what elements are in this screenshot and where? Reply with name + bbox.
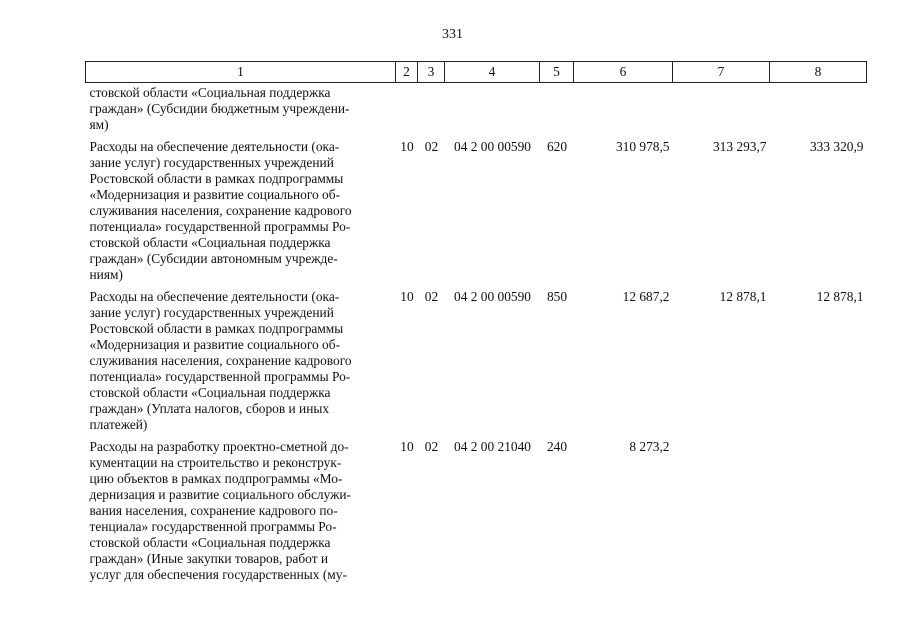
table-row	[86, 289, 867, 439]
cell-amount-col6: 12 687,2	[622, 289, 670, 304]
cell-section: 10	[400, 439, 414, 454]
table-row	[86, 439, 867, 589]
column-header-5: 5	[540, 62, 574, 83]
description-line: «Модернизация и развитие социального об-	[89, 187, 341, 202]
description-line: стовской области «Социальная поддержка	[89, 535, 331, 550]
row-description	[86, 439, 396, 589]
cell-expense-type	[540, 83, 574, 140]
description-line: «Модернизация и развитие социального об-	[89, 337, 341, 352]
cell-target-article: 04 2 00 00590	[454, 289, 531, 304]
cell-section	[396, 83, 418, 140]
row-description	[86, 289, 396, 439]
cell-expense-type: 620	[546, 139, 568, 154]
cell-subsection: 02	[424, 289, 439, 304]
column-header-3: 3	[418, 62, 445, 83]
column-header-8: 8	[770, 62, 867, 83]
cell-subsection: 02	[424, 139, 439, 154]
cell-amount-col8: 12 878,1	[816, 289, 864, 304]
cell-target-article: 04 2 00 00590	[454, 139, 531, 154]
description-line: цию объектов в рамках подпрограммы «Мо-	[89, 471, 343, 486]
description-line: ниям)	[89, 267, 123, 282]
table-row	[86, 139, 867, 289]
cell-target-article: 04 2 00 21040	[454, 439, 531, 454]
cell-subsection: 02	[424, 439, 439, 454]
description-line: граждан» (Субсидии бюджетным учреждени-	[89, 101, 350, 116]
column-header-1: 1	[86, 62, 396, 83]
description-line: Расходы на разработку проектно-сметной до-	[89, 439, 349, 454]
description-line: зание услуг) государственных учреждений	[89, 305, 334, 320]
description-line: потенциала» государственной программы Ро-	[89, 219, 351, 234]
column-header-2: 2	[396, 62, 418, 83]
cell-amount-col7: 12 878,1	[719, 289, 767, 304]
row-description	[86, 83, 396, 140]
column-header-7: 7	[673, 62, 770, 83]
description-line: стовской области «Социальная поддержка	[89, 235, 331, 250]
description-line: служивания населения, сохранение кадрового	[89, 203, 352, 218]
description-line: платежей)	[89, 417, 148, 432]
budget-table	[85, 61, 867, 589]
column-header-4: 4	[445, 62, 540, 83]
description-line: вания населения, сохранение кадрового по-	[89, 503, 338, 518]
description-line: граждан» (Иные закупки товаров, работ и	[89, 551, 329, 566]
description-line: Расходы на обеспечение деятельности (ока-	[89, 289, 340, 304]
cell-amount-col6	[574, 83, 673, 140]
table-row	[86, 83, 867, 140]
page-number: 331	[442, 27, 463, 42]
description-line: дернизация и развитие социального обслужи-	[89, 487, 352, 502]
column-header-6: 6	[574, 62, 673, 83]
header-row	[86, 62, 867, 83]
description-line: ям)	[89, 117, 109, 132]
row-description	[86, 139, 396, 289]
description-line: граждан» (Субсидии автономным учрежде-	[89, 251, 338, 266]
description-line: тенциала» государственной программы Ро-	[89, 519, 337, 534]
description-line: Ростовской области в рамках подпрограммы	[89, 171, 344, 186]
description-line: потенциала» государственной программы Ро-	[89, 369, 351, 384]
cell-amount-col6: 310 978,5	[615, 139, 670, 154]
cell-amount-col8: 333 320,9	[809, 139, 864, 154]
cell-subsection	[418, 83, 445, 140]
cell-target-article	[445, 83, 540, 140]
cell-amount-col6: 8 273,2	[629, 439, 670, 454]
description-line: служивания населения, сохранение кадрового	[89, 353, 352, 368]
cell-amount-col8	[770, 83, 867, 140]
description-line: зание услуг) государственных учреждений	[89, 155, 334, 170]
description-line: стовской области «Социальная поддержка	[89, 85, 331, 100]
cell-expense-type: 850	[546, 289, 568, 304]
description-line: кументации на строительство и реконструк-	[89, 455, 342, 470]
cell-section: 10	[400, 289, 414, 304]
description-line: Расходы на обеспечение деятельности (ока-	[89, 139, 340, 154]
description-line: Ростовской области в рамках подпрограммы	[89, 321, 344, 336]
cell-section: 10	[400, 139, 414, 154]
description-line: стовской области «Социальная поддержка	[89, 385, 331, 400]
cell-amount-col7	[673, 83, 770, 140]
cell-amount-col8	[770, 439, 867, 589]
cell-amount-col7: 313 293,7	[712, 139, 767, 154]
description-line: граждан» (Уплата налогов, сборов и иных	[89, 401, 330, 416]
cell-amount-col7	[673, 439, 770, 589]
description-line: услуг для обеспечения государственных (му-	[89, 567, 347, 582]
cell-expense-type: 240	[546, 439, 568, 454]
